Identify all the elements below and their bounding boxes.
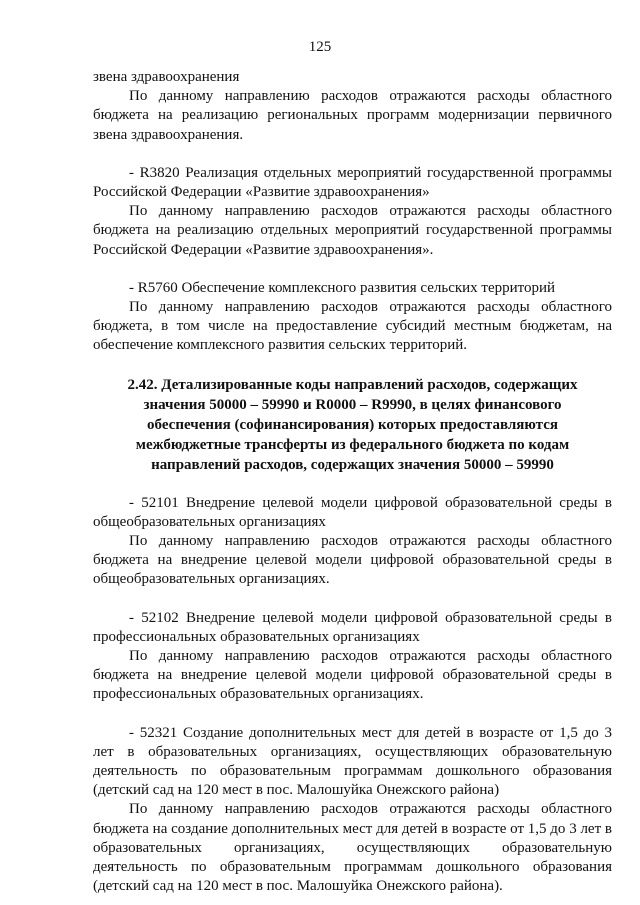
document-body xyxy=(93,68,612,897)
code-entry-52321: - 52321 Создание дополнительных мест для детей в возрасте от 1,5 до 3 лет в образовательных организациях, осуществляющих образовательную деятельность по образовательным программам дошкольного образования (детский сад на 120 мест в пос. Малошуйка Онежского района) xyxy=(93,724,612,799)
paragraph-description: По данному направлению расходов отражаются расходы областного бюджета на внедрение целевой модели цифровой образовательной среды в профессиональных образовательных организациях. xyxy=(93,648,612,703)
paragraph-description: По данному направлению расходов отражаются расходы областного бюджета на внедрение целевой модели цифровой образовательной среды в общеобразовательных организациях. xyxy=(93,533,612,588)
code-entry-r5760: - R5760 Обеспечение комплексного развития сельских территорий xyxy=(129,279,556,296)
paragraph-description: По данному направлению расходов отражаются расходы областного бюджета на реализацию региональных программ модернизации первичного звена здравоохранения. xyxy=(93,88,612,143)
paragraph-description: По данному направлению расходов отражаются расходы областного бюджета, в том числе на предоставление субсидий местным бюджетам, на обеспечение комплексного развития сельских территорий. xyxy=(93,299,612,354)
paragraph-description: По данному направлению расходов отражаются расходы областного бюджета на создание дополнительных мест для детей в возрасте от 1,5 до 3 лет в образовательных организациях, осуществляющих образовательную деятельность по образовательным программам дошкольного образования (детский сад на 120 мест в пос. Малошуйка Онежского района). xyxy=(93,801,612,895)
section-heading-2-42: 2.42. Детализированные коды направлений расходов, содержащих значения 50000 – 59990 и R0000 – R9990, в целях финансового обеспечения (софинансирования) которых предоставляются межбюджетные трансферты из федерального бюджета по кодам направлений расходов, содержащих значения 50000 – 59990 xyxy=(127,376,578,473)
page-number: 125 xyxy=(308,39,332,55)
code-entry-52102: - 52102 Внедрение целевой модели цифровой образовательной среды в профессиональных образовательных организациях xyxy=(93,609,612,645)
code-entry-52101: - 52101 Внедрение целевой модели цифровой образовательной среды в общеобразовательных организациях xyxy=(93,494,612,530)
code-entry-r3820: - R3820 Реализация отдельных мероприятий государственной программы Российской Федерации «Развитие здравоохранения» xyxy=(93,164,612,201)
paragraph-description: По данному направлению расходов отражаются расходы областного бюджета на реализацию отдельных мероприятий государственной программы Российской Федерации «Развитие здравоохранения». xyxy=(93,203,612,258)
paragraph-continuation: звена здравоохранения xyxy=(93,69,240,85)
